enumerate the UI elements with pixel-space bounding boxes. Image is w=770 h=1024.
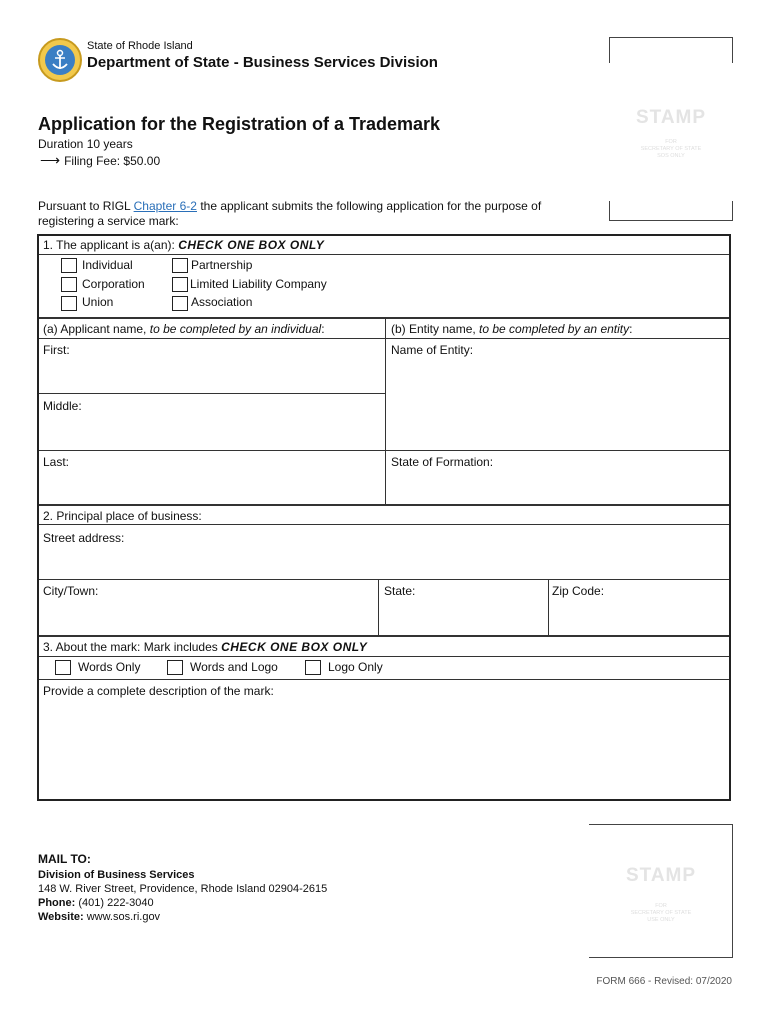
mark-description-label: Provide a complete description of the mark: bbox=[43, 684, 274, 698]
stamp-sub-2: SECRETARY OF STATE bbox=[640, 146, 702, 152]
pursuant-statement bbox=[38, 199, 598, 229]
state-field[interactable] bbox=[379, 580, 547, 634]
option-words-only: Words Only bbox=[78, 660, 141, 674]
state-label: State: bbox=[384, 584, 416, 598]
section3-heading-text: 3. About the mark: Mark includes bbox=[43, 640, 222, 654]
option-association: Association bbox=[191, 295, 253, 309]
department-name: Department of State - Business Services Division bbox=[87, 54, 438, 71]
section2-heading: 2. Principal place of business: bbox=[43, 509, 202, 523]
stamp-label: STAMP bbox=[635, 107, 707, 128]
website-label: Website: bbox=[38, 911, 84, 923]
option-union: Union bbox=[82, 295, 114, 309]
option-partnership: Partnership bbox=[191, 258, 253, 272]
filing-fee bbox=[40, 152, 160, 169]
state-formation-field[interactable] bbox=[386, 451, 729, 503]
stamp-bottom-sub-2: SECRETARY OF STATE bbox=[630, 910, 692, 916]
zip-code-label: Zip Code: bbox=[552, 584, 605, 598]
form-revision: FORM 666 - Revised: 07/2020 bbox=[596, 976, 732, 987]
mail-to-block bbox=[38, 852, 327, 924]
mail-to-heading: MAIL TO: bbox=[38, 852, 91, 866]
filing-fee-text: Filing Fee: $50.00 bbox=[64, 154, 161, 168]
applicant-name-heading: (a) Applicant name, to be completed by an individual: bbox=[43, 322, 325, 336]
last-name-field[interactable] bbox=[40, 451, 384, 503]
mark-description-field[interactable] bbox=[40, 701, 729, 798]
mail-phone-line bbox=[38, 896, 327, 910]
entity-name-field[interactable] bbox=[386, 339, 729, 450]
checkbox-union[interactable] bbox=[61, 296, 77, 311]
pursuant-after: the applicant submits the following application for the purpose of registering a service mark: bbox=[38, 199, 542, 228]
first-name-field[interactable] bbox=[40, 339, 384, 392]
checkbox-corporation[interactable] bbox=[61, 277, 77, 292]
website-url[interactable]: www.sos.ri.gov bbox=[86, 911, 161, 923]
checkbox-individual[interactable] bbox=[61, 258, 77, 273]
checkbox-words-only[interactable] bbox=[55, 660, 71, 675]
mail-website-line bbox=[38, 910, 327, 924]
stamp-label-bottom: STAMP bbox=[625, 865, 697, 886]
applicant-b-emph: to be completed by an entity bbox=[479, 322, 630, 336]
city-field[interactable] bbox=[40, 580, 377, 634]
state-name: State of Rhode Island bbox=[87, 40, 193, 52]
rhode-island-seal bbox=[38, 38, 82, 82]
mail-address: 148 W. River Street, Providence, Rhode Island 02904-2615 bbox=[38, 883, 328, 895]
stamp-sub-3: SOS ONLY bbox=[657, 153, 685, 159]
option-llc: Limited Liability Company bbox=[190, 277, 327, 291]
zip-code-field[interactable] bbox=[549, 580, 729, 634]
entity-name-heading: (b) Entity name, to be completed by an entity: bbox=[391, 322, 633, 336]
pursuant-before: Pursuant to RIGL bbox=[38, 199, 134, 213]
option-logo-only: Logo Only bbox=[328, 660, 383, 674]
city-label: City/Town: bbox=[43, 584, 99, 598]
stamp-bottom-sub-1: FOR bbox=[655, 903, 667, 909]
arrow-right-icon: ⟶ bbox=[40, 152, 61, 168]
street-address-label: Street address: bbox=[43, 531, 125, 545]
phone-number: (401) 222-3040 bbox=[78, 897, 154, 909]
section1-heading bbox=[43, 238, 324, 252]
checkbox-llc[interactable] bbox=[172, 277, 188, 292]
checkbox-partnership[interactable] bbox=[172, 258, 188, 273]
mail-org: Division of Business Services bbox=[38, 869, 195, 881]
entity-name-label: Name of Entity: bbox=[391, 343, 474, 357]
option-individual: Individual bbox=[82, 258, 133, 272]
section3-heading bbox=[43, 640, 367, 654]
stamp-box-bottom bbox=[589, 824, 733, 958]
middle-name-label: Middle: bbox=[43, 399, 82, 413]
option-corporation: Corporation bbox=[82, 277, 145, 291]
applicant-a-label: (a) Applicant name, bbox=[43, 322, 150, 336]
last-name-label: Last: bbox=[43, 455, 70, 469]
phone-label: Phone: bbox=[38, 897, 76, 909]
checkbox-words-and-logo[interactable] bbox=[167, 660, 183, 675]
page-title: Application for the Registration of a Trademark bbox=[38, 114, 441, 134]
duration: Duration 10 years bbox=[38, 137, 133, 151]
applicant-b-label: (b) Entity name, bbox=[391, 322, 480, 336]
checkbox-logo-only[interactable] bbox=[305, 660, 321, 675]
stamp-sub-1: FOR bbox=[665, 139, 677, 145]
state-formation-label: State of Formation: bbox=[391, 455, 494, 469]
section1-heading-text: 1. The applicant is a(an): bbox=[43, 238, 179, 252]
checkbox-association[interactable] bbox=[172, 296, 188, 311]
street-address-field[interactable] bbox=[40, 525, 729, 578]
middle-name-field[interactable] bbox=[40, 394, 384, 449]
stamp-bottom-sub-3: USE ONLY bbox=[647, 917, 675, 923]
section3-heading-emph: CHECK ONE BOX ONLY bbox=[221, 640, 368, 654]
section1-heading-emph: CHECK ONE BOX ONLY bbox=[178, 238, 325, 252]
chapter-6-2-link[interactable]: Chapter 6-2 bbox=[133, 199, 197, 213]
first-name-label: First: bbox=[43, 343, 70, 357]
stamp-box-top bbox=[609, 37, 733, 221]
option-words-and-logo: Words and Logo bbox=[190, 660, 278, 674]
application-form bbox=[37, 234, 731, 801]
applicant-a-emph: to be completed by an individual bbox=[149, 322, 322, 336]
anchor-icon bbox=[45, 45, 75, 75]
